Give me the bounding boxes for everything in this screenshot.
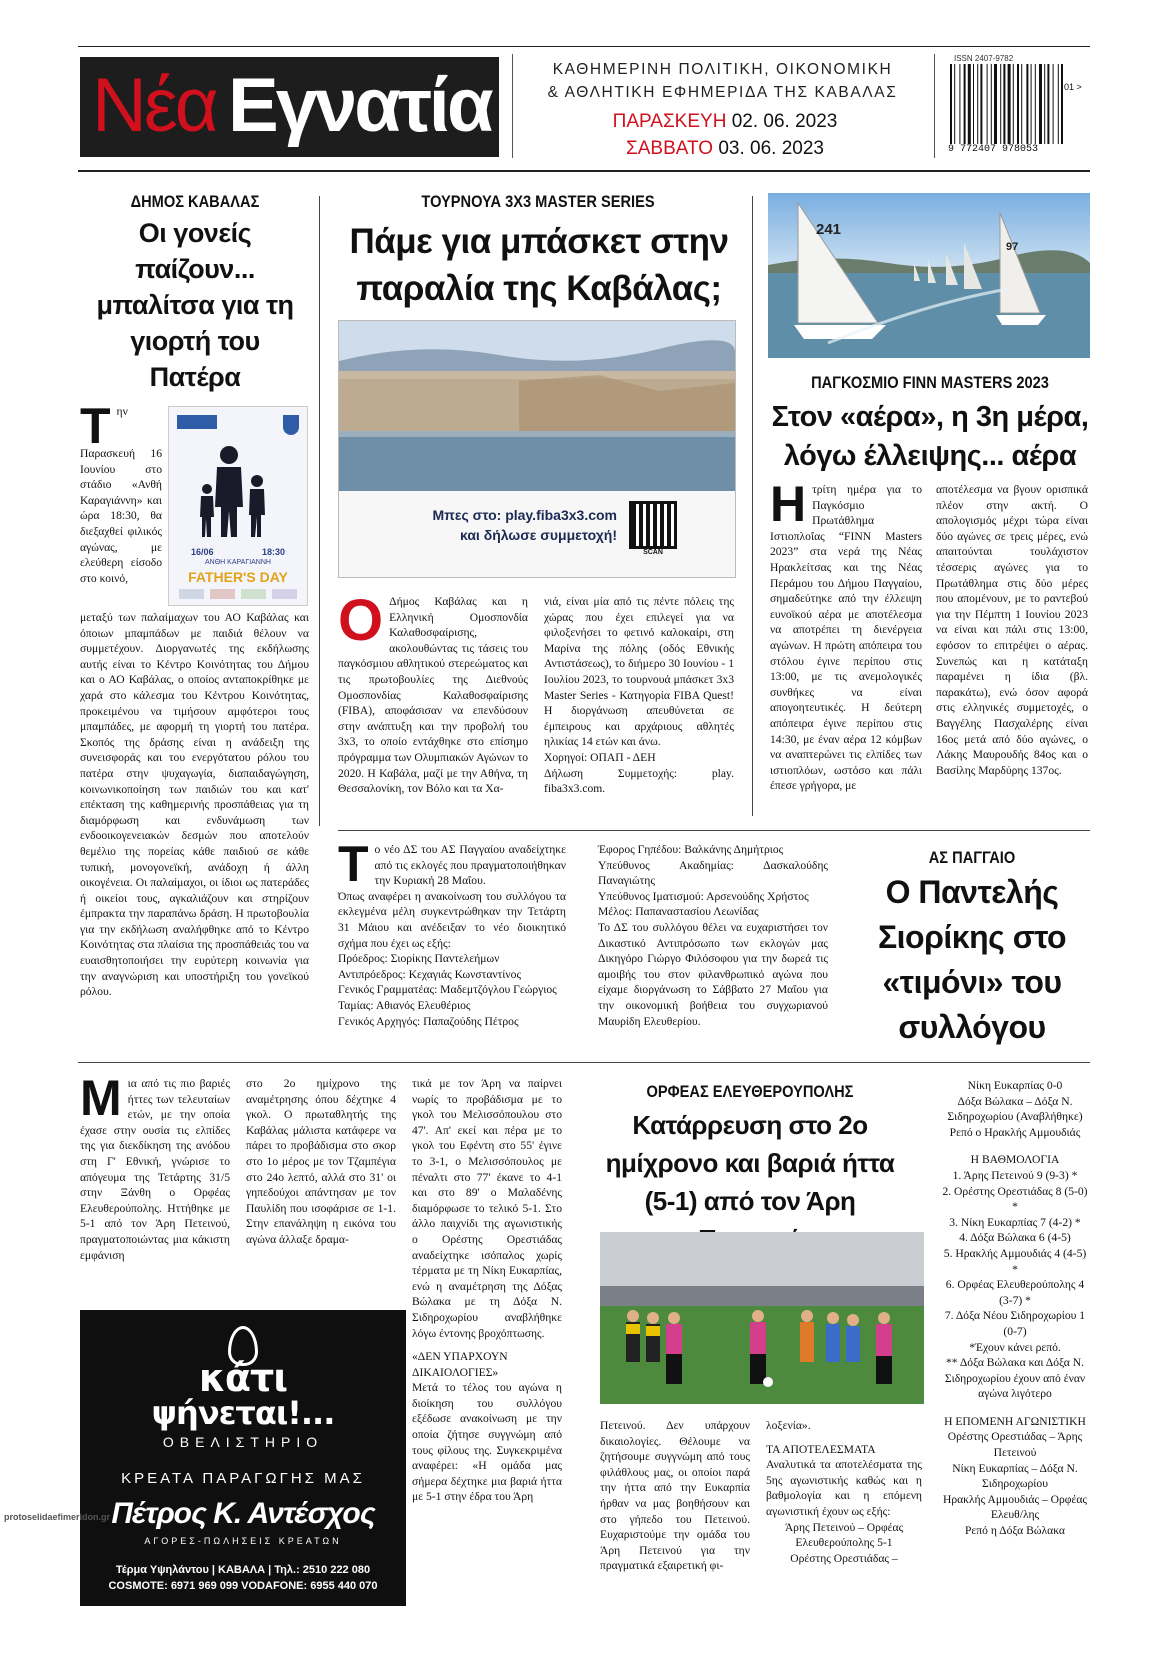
- kavala-panorama-ad: [338, 320, 736, 578]
- site-watermark: protoselidaefimeridon.gr: [4, 1512, 111, 1522]
- basket-kicker: ΤΟΥΡΝΟΥΑ 3Χ3 MASTER SERIES: [421, 192, 655, 211]
- paggaio-col-1: [338, 836, 566, 1029]
- barcode-bars: [948, 64, 1066, 144]
- standings-row: 6. Ορφέας Ελευθερούπολης 4 (3-7) *: [945, 1278, 1085, 1307]
- ad-line-2: και δήλωσε συμμετοχή!: [459, 527, 617, 543]
- masthead-tagline: [520, 58, 925, 104]
- orfeas-col-5-text: λοξενία».: [766, 1419, 811, 1432]
- paggaio-col-2: [598, 842, 828, 1029]
- poster-date: 16/06: [191, 547, 214, 557]
- fathers-narrow-text: ην Παρασκευή 16 Ιουνίου στο στάδιο «Ανθή Καραγιάννη» και ώρα 18:30, θα διεξαχθεί φιλικός αγώνας, με ελεύθερη είσοδο στο κοινό,: [80, 405, 162, 585]
- paggaio-col-1-line: Γενικός Γραμματέας: Μαδεμτζόγλου Γεώργιος: [338, 983, 557, 997]
- ad-brand-1: κάτι: [198, 1356, 288, 1400]
- basket-col-2-text: νιά, είναι μία από τις πέντε πόλεις της χώρας που έχει επιλεγεί για να φιλοξενήσει το φετινό καλοκαίρι, στη Μαρίνα της πόλης (οδός Εθνικής Αντιστάσεως), το διήμερο 30 Ιουνίου - 1 Ιουλίου 2023, το τουρνουά μπάσκετ 3x3 Master Series - Κατηγορία FIBA Quest! Η διοργάνωση απευθύνεται σε έμπειρους και αρχάριους αθλητές ηλικίας 14 ετών και άνω.: [544, 595, 734, 749]
- sidebar-top-line: Νίκη Ευκαρπίας 0-0: [967, 1079, 1063, 1092]
- sidebar-results: [940, 1078, 1090, 1539]
- next-round-line: Ηρακλής Αμμουδιάς – Ορφέας Ελευθ/λης: [942, 1492, 1088, 1522]
- ad-address: Τέρμα Υψηλάντου | ΚΑΒΑΛΑ | Τηλ.: 2510 222 080: [115, 1564, 371, 1576]
- orfeas-subhead: «ΔΕΝ ΥΠΑΡΧΟΥΝ ΔΙΚΑΙΟΛΟΓΙΕΣ»: [412, 1350, 508, 1379]
- poster-venue: ΑΝΘΗ ΚΑΡΑΓΙΑΝΝΗ: [205, 559, 271, 566]
- paggaio-col-1-line: ο νέο ΔΣ του ΑΣ Παγγαίου αναδείχτηκε από τις εκλογές που πραγματοποιήθηκαν την Κυριακή 28 Μαΐου.: [374, 843, 566, 888]
- next-round-line: Ορέστης Ορεστιάδας – Άρης Πετεινού: [947, 1430, 1083, 1460]
- fathers-drop-cap: Τ: [80, 398, 111, 454]
- ad-brand-3: ΟΒΕΛΙΣΤΗΡΙΟ: [162, 1434, 324, 1450]
- standings-row: 2. Ορέστης Ορεστιάδας 8 (5-0) *: [942, 1184, 1088, 1214]
- orfeas-col-4: Πετεινού. Δεν υπάρχουν δικαιολογίες. Θέλουμε να ζητήσουμε συγγνώμη από τους φιλάθλους μας, οι οποίοι παρά την ήττα από την Ευκαρπία ήρθαν να μας βοηθήσουν και στο γήπεδο του Πετεινού. Ευχαριστούμε την ομάδα του Άρη Πετεινού για την πραγματικά εξαιρετική φι-: [600, 1419, 750, 1573]
- results-line: Άρης Πετεινού – Ορφέας Ελευθερούπολης 5-1: [784, 1520, 904, 1550]
- finn-headline: Στον «αέρα», η 3η μέρα, λόγω έλλειψης... αέρα: [771, 401, 1089, 472]
- results-line: Ορέστης Ορεστιάδας –: [790, 1551, 898, 1565]
- date-value-1: 02. 06. 2023: [731, 111, 838, 132]
- meat-shop-ad: [80, 1310, 406, 1606]
- finn-col-1-text: τρίτη ημέρα για το Παγκόσμιο Πρωτάθλημα Ιστιοπλοΐας “FINN Masters 2023” στα νερά της Νέας Ηρακλείτσας και της Νέας Περάμου του Δήμου Παγγαίου, σημαδεύτηκε από την έλλειψη ευνοϊκού αέρα με αποτέλεσμα να αποτρέπει τη διενέργεια αγώνων. Η πρώτη απόπειρα του στόλου έγινε περίπου στις 13:00, με τις ανεμολογικές συνθήκες να είναι απογοητευτικές. Η δεύτερη απόπειρα έγινε περίπου στις 14:30, με έναν αέρα 12 κόμβων να αναπτερώνει τις ελπίδες των ιστιοπλόων, ωστόσο και πάλι έπεσε γρήγορα, με: [770, 483, 922, 793]
- orfeas-col-2: στο 2ο ημίχρονο της αναμέτρησης όπου δέχτηκε 4 γκολ. Ο πρωταθλητής της Καβάλας μάλιστα κατάφερε να πάρει το προβάδισμα στο σκορ στο 1ο μέρος με τον Τζαμπέγια στο 24ο λεπτό, αλλά στο 31' οι γηπεδούχοι απάντησαν με τον Παυλίδη που ισοφάρισε σε 1-1. Στην επανάληψη η εικόνα του αγώνα άλλαξε δραμα-: [246, 1077, 396, 1246]
- paggaio-col-2-line: Το ΔΣ του συλλόγου θέλει να ευχαριστήσει τον Δικαστικό Αντιπρόσωπο των εκλογών μας Δικηγόρο Γιώργο Φιλόσοφου για την δωρεά τις αμοιβής του στον φιλανθρωπικό αγώνα που είχαμε διοργάνωση το Σάββατο 27 Μαΐου για την οικονομική βοήθεια του συγχωριανού Μαυρίδη Ελευθερίου.: [598, 920, 828, 1028]
- orfeas-kicker: ΟΡΦΕΑΣ ΕΛΕΥΘΕΡΟΥΠΟΛΗΣ: [646, 1082, 854, 1101]
- finn-drop-cap: Η: [770, 476, 807, 532]
- ad-phones: COSMOTE: 6971 969 099 VODAFONE: 6955 440 070: [108, 1580, 378, 1592]
- date-value-2: 03. 06. 2023: [718, 138, 824, 159]
- barcode-number: 9 772407 978053: [948, 144, 1039, 155]
- sidebar-top-line: Ρεπό ο Ηρακλής Αμμουδιάς: [949, 1125, 1081, 1139]
- orfeas-col-3: [412, 1076, 562, 1505]
- basket-col-2: [544, 594, 734, 797]
- football-match-illustration: [600, 1232, 924, 1404]
- fathers-day-poster: [168, 406, 308, 606]
- paggaio-col-1-line: Όπως αναφέρει η ανακοίνωση του συλλόγου τα εκλεγμένα μέλη συγκεντρώθηκαν την Τετάρτη 31 Μάιου και ανέδειξαν το νέο διοικητικό σχήμα που έχει ως εξής:: [338, 889, 566, 950]
- qr-code-icon: [629, 501, 677, 549]
- barcode-issn: ISSN 2407-9782: [954, 54, 1014, 63]
- finn-sailing-illustration: [768, 193, 1090, 358]
- masthead-dates: [560, 108, 890, 162]
- basket-drop-cap: Ο: [338, 588, 384, 653]
- paggaio-col-2-line: Μέλος: Παπαναστασίου Λεωνίδας: [598, 905, 759, 919]
- barcode: [948, 54, 1088, 160]
- sail-number-2: 97: [1006, 241, 1019, 253]
- date-day-2: ΣΑΒΒΑΤΟ: [625, 138, 714, 159]
- poster-time: 18:30: [261, 547, 285, 557]
- basket-col-1: [338, 588, 528, 797]
- paggaio-col-2-line: Υπεύθυνος Ακαδημίας: Δασκαλούδης Παναγιώτης: [598, 858, 828, 888]
- finn-col-2: αποτέλεσμα να βγουν ορισπικά πλέον στην ακτή. Ο απολογισμός μέχρι τώρα είναι δύο αγώνες σε τρεις μέρες, ενώ απαιτούνται τουλάχιστον τέσσερις αγώνες για το Πρωτάθλημα στις δύο μέρες που απομένουν, με το ραντεβού για την Πέμπτη 1 Ιουνίου 2023 να είναι και πάλι στις 13:00, εφόσον το επιτρέψει ο αέρας. Συνεπώς και η κατάταξη παραμένει η ίδια (βλ. παρακάτω), ενώ όσον αφορά στις ελληνικές συμμετοχές, ο Βαγγέλης Πασχαλέρης είναι 16ος μετά από δύο αγώνες, ο Λάκης Μαυρουδής 84ος και ο Βασίλης Μαρδύρης 137ος.: [936, 483, 1088, 777]
- standings-note: ** Δόξα Βώλακα και Δόξα Ν. Σιδηροχωρίου έχουν από έναν αγώνα λιγότερο: [944, 1356, 1086, 1401]
- orfeas-col-3-sub-text: Μετά το τέλος του αγώνα η διοίκηση του συλλόγου εξέδωσε ανακοίνωση με την οποία ζήτησε συγγνώμη από τους φίλους της. Συγκεκριμένα αναφέρει: «Η ομάδα μας σήμερα δέχτηκε μια βαριά ήττα με 5-1 στην έδρα του Άρη: [412, 1381, 562, 1504]
- masthead-title-nea: Νέα: [92, 63, 216, 148]
- standings-title: Η ΒΑΘΜΟΛΟΓΙΑ: [970, 1153, 1060, 1167]
- tagline-line-1: ΚΑΘΗΜΕΡΙΝΗ ΠΟΛΙΤΙΚΗ, ΟΙΚΟΝΟΜΙΚΗ: [552, 61, 893, 78]
- standings-note: *Έχουν κάνει ρεπό.: [969, 1340, 1061, 1354]
- orfeas-col-1: [80, 1070, 230, 1263]
- ad-owner: Πέτρος Κ. Αντέσχος: [111, 1497, 375, 1530]
- ad-slogan: ΚΡΕΑΤΑ ΠΑΡΑΓΩΓΗΣ ΜΑΣ: [121, 1470, 365, 1487]
- orfeas-drop-cap: Μ: [80, 1070, 122, 1126]
- sidebar-top-line: Δόξα Βώλακα – Δόξα Ν. Σιδηροχωρίου (Αναβλήθηκε): [947, 1094, 1083, 1124]
- sail-number-1: 241: [816, 221, 842, 238]
- orfeas-col-1-text: ια από τις πιο βαριές ήττες των τελευταίων ετών, με την οποία έχασε στην ουσία τις ελπίδες της για διεκδίκηση της ανόδου στη Γ' Εθνική, γνώρισε το απόγευμα της Τετάρτης 31/5 στην Ξάνθη ο Ορφέας Ελευθερούπολης. Ηττήθηκε με 5-1 από τον Άρη Πετεινού, πραγματοποιώντας μια κάκιστη εμφάνιση: [80, 1077, 230, 1262]
- barcode-addon: 01 >: [1064, 82, 1082, 92]
- football-match-photo: [600, 1232, 924, 1404]
- paggaio-col-2-line: Έφορος Γηπέδου: Βαλκάνης Δημήτριος: [598, 843, 784, 856]
- next-round-line: Νίκη Ευκαρπίας – Δόξα Ν. Σιδηροχωρίου: [952, 1461, 1078, 1491]
- finn-sailing-photo: [768, 193, 1090, 358]
- paggaio-kicker: ΑΣ ΠΑΓΓΑΙΟ: [928, 848, 1016, 867]
- basket-sponsors: Χορηγοί: ΟΠΑΠ - ΔΕΗ: [544, 750, 656, 764]
- basket-signup: Δήλωση Συμμετοχής: play. fiba3x3.com.: [544, 766, 734, 796]
- paggaio-col-2-line: Υπεύθυνος Ιματισμού: Αρσενούδης Χρήστος: [598, 889, 809, 903]
- finn-kicker: ΠΑΓΚΟΣΜΙΟ FINN MASTERS 2023: [811, 373, 1049, 392]
- paggaio-col-1-line: Πρόεδρος: Σιορίκης Παντελεήμων: [338, 952, 500, 966]
- shield-icon: [283, 415, 299, 435]
- poster-title: FATHER'S DAY: [188, 569, 288, 585]
- basket-headline: Πάμε για μπάσκετ στην παραλία της Καβάλας;: [349, 222, 729, 308]
- tagline-line-2: & ΑΘΛΗΤΙΚΗ ΕΦΗΜΕΡΙΔΑ ΤΗΣ ΚΑΒΑΛΑΣ: [547, 84, 898, 101]
- orfeas-col-3-text: τικά με τον Άρη να παίρνει νωρίς το προβάδισμα με το γκολ του Μελισσόπουλου στο 47'. Απ' εκεί και πέρα με το γκολ του Εφέντη στο 55' έγινε το 3-1, ο Μελισσόπουλος με πέναλτι στο 77' έκανε το 4-1 και στο 89' ο Μαλαδένης διαμόρφωσε το τελικό 5-1. Στο άλλο παιχνίδι της αγωνιστικής ο Ορέστης Ορεστιάδας αναδείχτηκε ισόπαλος χωρίς τέρματα με τη Νίκη Ευκαρπίας, ενώ η αναμέτρηση της Δόξας Βώλακα με τη Δόξα Ν. Σιδηροχωρίου αναβλήθηκε λόγω έντονης βροχόπτωσης.: [412, 1077, 562, 1340]
- orfeas-col-5: [766, 1418, 922, 1566]
- finn-col-1: [770, 476, 922, 794]
- standings-row: 7. Δόξα Νέου Σιδηροχωρίου 1 (0-7): [944, 1309, 1086, 1338]
- paggaio-drop-cap: Τ: [338, 836, 369, 892]
- next-round-title: Η ΕΠΟΜΕΝΗ ΑΓΩΝΙΣΤΙΚΗ: [944, 1414, 1086, 1428]
- fathers-headline: Οι γονείς παίζουν... μπαλίτσα για τη γιορτή του Πατέρα: [96, 218, 294, 392]
- date-day-1: ΠΑΡΑΣΚΕΥΗ: [612, 111, 727, 132]
- results-title: ΤΑ ΑΠΟΤΕΛΕΣΜΑΤΑ: [766, 1442, 876, 1456]
- standings-row: 4. Δόξα Βώλακα 6 (4-5): [959, 1231, 1071, 1245]
- ad-line-1: Μπες στο: play.fiba3x3.com: [432, 507, 617, 523]
- poster-sponsor-logos: [179, 589, 297, 599]
- fathers-kicker: ΔΗΜΟΣ ΚΑΒΑΛΑΣ: [130, 192, 260, 211]
- next-round-line: Ρεπό η Δόξα Βώλακα: [964, 1524, 1066, 1538]
- masthead-title-egnatia: Εγνατία: [228, 63, 491, 148]
- paggaio-col-1-line: Αντιπρόεδρος: Κεχαγιάς Κωνσταντίνος: [338, 967, 522, 981]
- standings-row: 3. Νίκη Ευκαρπίας 7 (4-2) *: [949, 1215, 1081, 1229]
- fathers-body: μεταξύ των παλαίμαχων του ΑΟ Καβάλας και όποιων μπαμπάδων με παιδιά θέλουν να συμμετέχουν. Διοργανωτές της εκδήλωσης αυτής είναι το Κέντρο Κοινότητας του Δήμου και ο ΑΟ Καβάλας, ο οποίος ανταποκρίθηκε με χαρά στο κάλεσμα του Κέντρου Κοινότητας, προκειμένου να τιμήσουν αμφότεροι τους μπαμπάδες, με αφορμή τη γιορτή του πατέρα. Σκοπός της δράσης είναι η ανάδειξη της συνεισφοράς και του ενεργότατου ρόλου του πατέρα στην ψυχαγωγία, διαπαιδαγώγηση, κοινωνικοποίηση των παιδιών του και κατ' επέκταση της καθημερινής προσπάθειας για τη διαμόρφωση και ενδυνάμωση των ενδοοικογενειακών δεσμών που αποτελούν θεμέλιο της πορείας κάθε παιδιού σε κάθε τυπική, μονογονεϊκή, ανάδοχη ή άλλη οικογένεια. Οι παλαίμαχοι, οι ίδιοι ως πατεράδες ή οικείοι τους, αγκαλιάζουν και στηρίζουν έμπρακτα την παραπάνω δράση. Η πρωτοβουλία για την εκδήλωση αναλήφθηκε από το Κέντρο Κοινότητας στα πλαίσια της προσπάθειάς του να ευαισθητοποιήσει την ευρύτερη κοινωνία για την αναγνώριση και υποστήριξη του γονεϊκού ρόλου.: [80, 611, 309, 999]
- qr-label: SCAN: [643, 549, 663, 556]
- results-intro: Αναλυτικά τα αποτελέσματα της 5ης αγωνιστικής καθώς και η βαθμολογία και η επόμενη αγωνιστική έχουν ως εξής:: [766, 1458, 922, 1518]
- standings-row: 1. Άρης Πετεινού 9 (9-3) *: [952, 1168, 1078, 1182]
- ad-brand-2: ψήνεται!...: [151, 1394, 335, 1432]
- masthead-logo: [80, 57, 499, 157]
- standings-row: 5. Ηρακλής Αμμουδιάς 4 (4-5) *: [943, 1246, 1087, 1276]
- fathers-body-narrow: [80, 398, 162, 586]
- basket-col-1-text: Δήμος Καβάλας και η Ελληνική Ομοσπονδία Καλαθοσφαίρισης, ακολουθώντας τις τάσεις του παγκόσμιου αθλητικού στερεώματος και τις πρωτοβουλίες της Διεθνούς Ομοσπονδίας Καλαθοσφαίρισης (FIBA), αποφάσισαν να επενδύσουν στην ανάπτυξη και την προβολή του 3x3, το οποίο εντάχθηκε στο επίσημο πρόγραμμα των Ολυμπιακών Αγώνων το 2020. Η Καβάλα, μαζί με την Αθήνα, τη Θεσσαλονίκη, τον Βόλο και τα Χα-: [338, 595, 528, 796]
- orfeas-headline: Κατάρρευση στο 2ο ημίχρονο και βαριά ήττα (5-1) από τον Άρη: [605, 1110, 895, 1216]
- paggaio-col-1-line: Γενικός Αρχηγός: Παπαζούδης Πέτρος: [338, 1014, 519, 1028]
- paggaio-headline: Ο Παντελής Σιορίκης στο «τιμόνι» του συλλόγου: [877, 874, 1067, 1045]
- paggaio-col-1-line: Ταμίας: Αθιανός Ελευθέριος: [338, 998, 471, 1012]
- ad-owner-sub: ΑΓΟΡΕΣ-ΠΩΛΗΣΕΙΣ ΚΡΕΑΤΩΝ: [144, 1536, 342, 1546]
- father-children-silhouette: [169, 437, 307, 547]
